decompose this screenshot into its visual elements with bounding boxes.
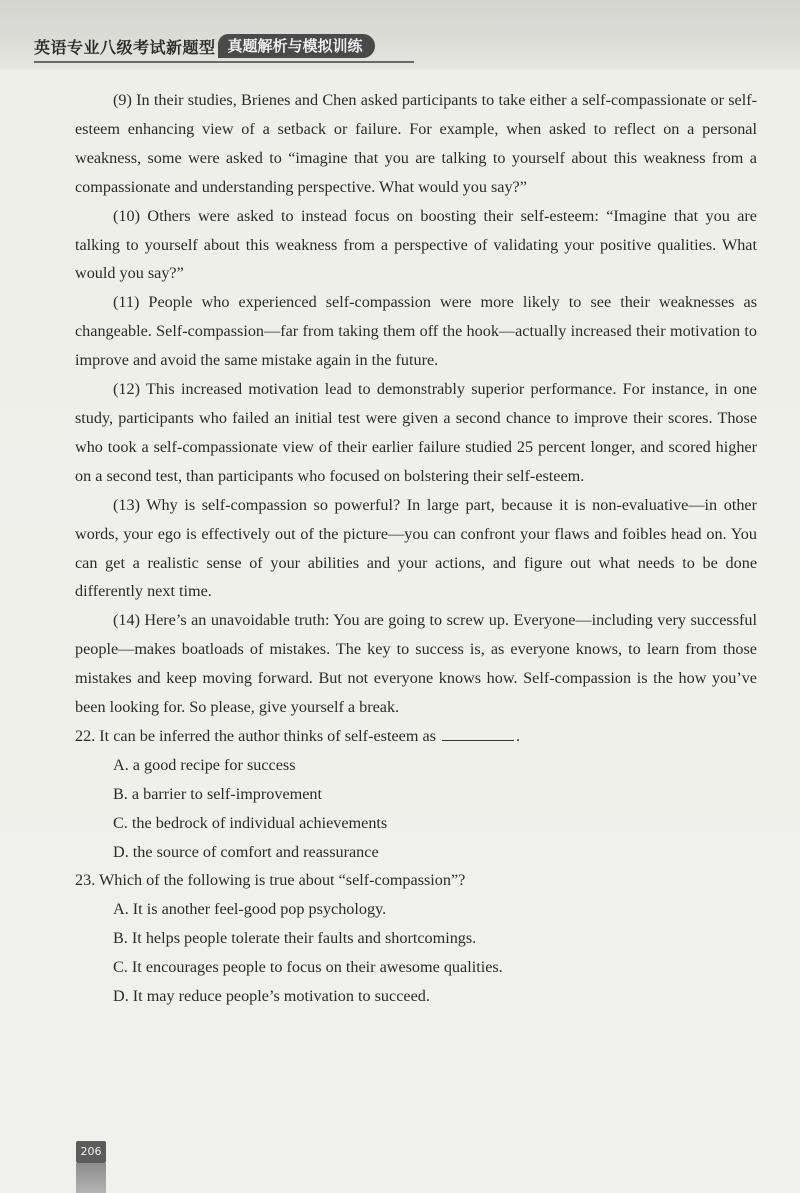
header-title-group <box>34 33 375 59</box>
paragraph-11: (11) People who experienced self-compassion were more likely to see their weaknesses as changeable. Self-compassion—far from taking them off the hook—actually increased their motivation to improve and avoid the same mistake again in the future. <box>75 293 757 370</box>
question-23 <box>75 866 757 1011</box>
question-23-stem: 23. Which of the following is true about “self-compassion”? <box>75 871 466 890</box>
question-22-stem <box>75 722 757 751</box>
question-22-option-d: D. the source of comfort and reassurance <box>113 842 379 861</box>
paragraph-10: (10) Others were asked to instead focus on boosting their self-esteem: “Imagine that you are talking to yourself about this weakness from a perspective of validating your positive qualities. What would you say?” <box>75 206 757 283</box>
paragraph-12: (12) This increased motivation lead to demonstrably superior performance. For instance, in one study, participants who failed an initial test were given a second chance to improve their scores. Those who took a self-compassionate view of their earlier failure studied 25 percent longer, and scored higher on a second test, than participants who focused on bolstering their self-esteem. <box>75 380 757 485</box>
question-22-option-b: B. a barrier to self-improvement <box>113 784 323 803</box>
page-number: 206 <box>76 1141 106 1163</box>
answer-blank <box>442 726 514 741</box>
question-22-option-a: A. a good recipe for success <box>113 755 296 774</box>
question-23-option-b: B. It helps people tolerate their faults and shortcomings. <box>113 929 477 948</box>
paragraph-9: (9) In their studies, Brienes and Chen asked participants to take either a self-compassionate or self-esteem enhancing view of a setback or failure. For example, when asked to reflect on a personal weakness, some were asked to “imagine that you are talking to yourself about this weakness from a compassionate and understanding perspective. What would you say?” <box>75 91 757 196</box>
question-23-option-c: C. It encourages people to focus on their awesome qualities. <box>113 958 503 977</box>
page-edge-tab <box>76 1163 106 1193</box>
question-22 <box>75 722 757 867</box>
book-title-badge: 真题解析与模拟训练 <box>218 34 375 58</box>
running-header <box>0 0 800 70</box>
header-divider <box>34 61 414 63</box>
paragraph-13: (13) Why is self-compassion so powerful? In large part, because it is non-evaluative—in other words, your ego is effectively out of the picture—you can confront your flaws and foibles head on. You can get a realistic sense of your abilities and your actions, and figure out what needs to be done differently next time. <box>75 495 757 601</box>
question-22-stem-text: 22. It can be inferred the author thinks of self-esteem as <box>75 726 436 745</box>
reading-passage <box>75 86 757 1011</box>
question-23-option-d: D. It may reduce people’s motivation to succeed. <box>113 987 430 1006</box>
paragraph-14: (14) Here’s an unavoidable truth: You are going to screw up. Everyone—including very successful people—makes boatloads of mistakes. The key to success is, as everyone knows, to learn from those mistakes and keep moving forward. But not everyone knows how. Self-compassion is the how you’ve been looking for. So please, give yourself a break. <box>75 611 757 717</box>
question-23-option-a: A. It is another feel-good pop psychology. <box>113 900 387 919</box>
question-22-option-c: C. the bedrock of individual achievements <box>113 813 388 832</box>
series-title: 英语专业八级考试新题型 <box>34 37 216 57</box>
question-22-stem-end: . <box>516 726 521 745</box>
